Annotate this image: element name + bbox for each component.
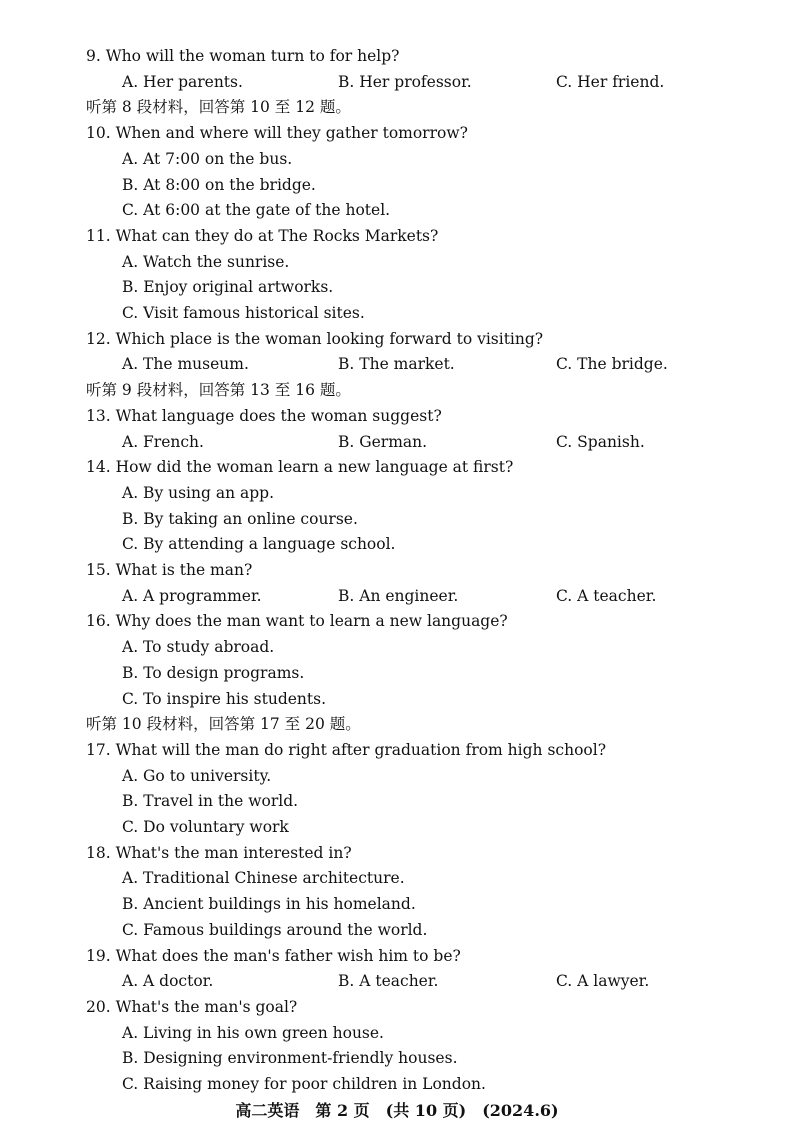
question-stem: 9. Who will the woman turn to for help? [86, 47, 400, 65]
section-heading: 听第 9 段材料，回答第 13 至 16 题。 [86, 381, 351, 400]
section-heading: 听第 10 段材料，回答第 17 至 20 题。 [86, 715, 361, 734]
answer-option: A. A doctor. [122, 972, 214, 991]
answer-option: C. Spanish. [556, 432, 645, 451]
answer-option: C. Visit famous historical sites. [122, 304, 365, 322]
answer-option: A. The museum. [122, 355, 249, 374]
answer-option: C. Do voluntary work [122, 818, 289, 836]
question-stem: 16. Why does the man want to learn a new language? [86, 612, 508, 631]
answer-option: A. Go to university. [122, 766, 272, 785]
answer-option: A. Watch the sunrise. [122, 252, 290, 271]
answer-option: B. To design programs. [122, 663, 305, 682]
answer-option: A. To study abroad. [122, 638, 275, 657]
answer-option: C. By attending a language school. [122, 535, 396, 554]
answer-option: B. At 8:00 on the bridge. [122, 175, 316, 194]
answer-option: B. A teacher. [338, 972, 439, 991]
answer-option: B. Her professor. [338, 72, 472, 91]
answer-option: A. A programmer. [122, 586, 262, 605]
answer-option: B. German. [338, 432, 428, 451]
answer-option: A. French. [122, 432, 204, 451]
question-stem: 12. Which place is the woman looking forward to visiting? [86, 329, 544, 348]
question-stem: 20. What's the man's goal? [86, 997, 298, 1016]
question-stem: 11. What can they do at The Rocks Markets? [86, 226, 439, 245]
answer-option: C. To inspire his students. [122, 689, 327, 708]
answer-option: A. At 7:00 on the bus. [122, 149, 293, 168]
question-stem: 18. What's the man interested in? [86, 843, 352, 862]
answer-option: B. By taking an online course. [122, 509, 358, 528]
answer-option: B. Enjoy original artworks. [122, 278, 334, 297]
answer-option: B. Designing environment-friendly houses. [122, 1049, 458, 1068]
answer-option: A. By using an app. [122, 483, 275, 502]
answer-option: A. Traditional Chinese architecture. [122, 869, 405, 888]
answer-option: C. A teacher. [556, 586, 657, 605]
answer-option: B. The market. [338, 355, 455, 374]
question-stem: 10. When and where will they gather tomorrow? [86, 124, 468, 143]
answer-option: C. The bridge. [556, 355, 668, 374]
answer-option: C. At 6:00 at the gate of the hotel. [122, 201, 391, 220]
answer-option: C. A lawyer. [556, 972, 650, 991]
question-stem: 19. What does the man's father wish him to be? [86, 946, 461, 965]
answer-option: B. Ancient buildings in his homeland. [122, 895, 416, 914]
answer-option: C. Famous buildings around the world. [122, 920, 428, 939]
answer-option: A. Living in his own green house. [122, 1023, 384, 1042]
section-heading: 听第 8 段材料，回答第 10 至 12 题。 [86, 98, 351, 117]
question-stem: 13. What language does the woman suggest? [86, 406, 442, 425]
answer-option: C. Her friend. [556, 72, 665, 91]
answer-option: B. Travel in the world. [122, 792, 299, 811]
page-footer: 高二英语 第 2 页 (共 10 页) (2024.6) [235, 1101, 559, 1120]
question-stem: 15. What is the man? [86, 561, 253, 579]
answer-option: C. Raising money for poor children in London. [122, 1075, 486, 1093]
answer-option: A. Her parents. [122, 72, 243, 91]
question-stem: 14. How did the woman learn a new language at first? [86, 458, 514, 477]
question-stem: 17. What will the man do right after graduation from high school? [86, 740, 607, 759]
answer-option: B. An engineer. [338, 586, 459, 605]
